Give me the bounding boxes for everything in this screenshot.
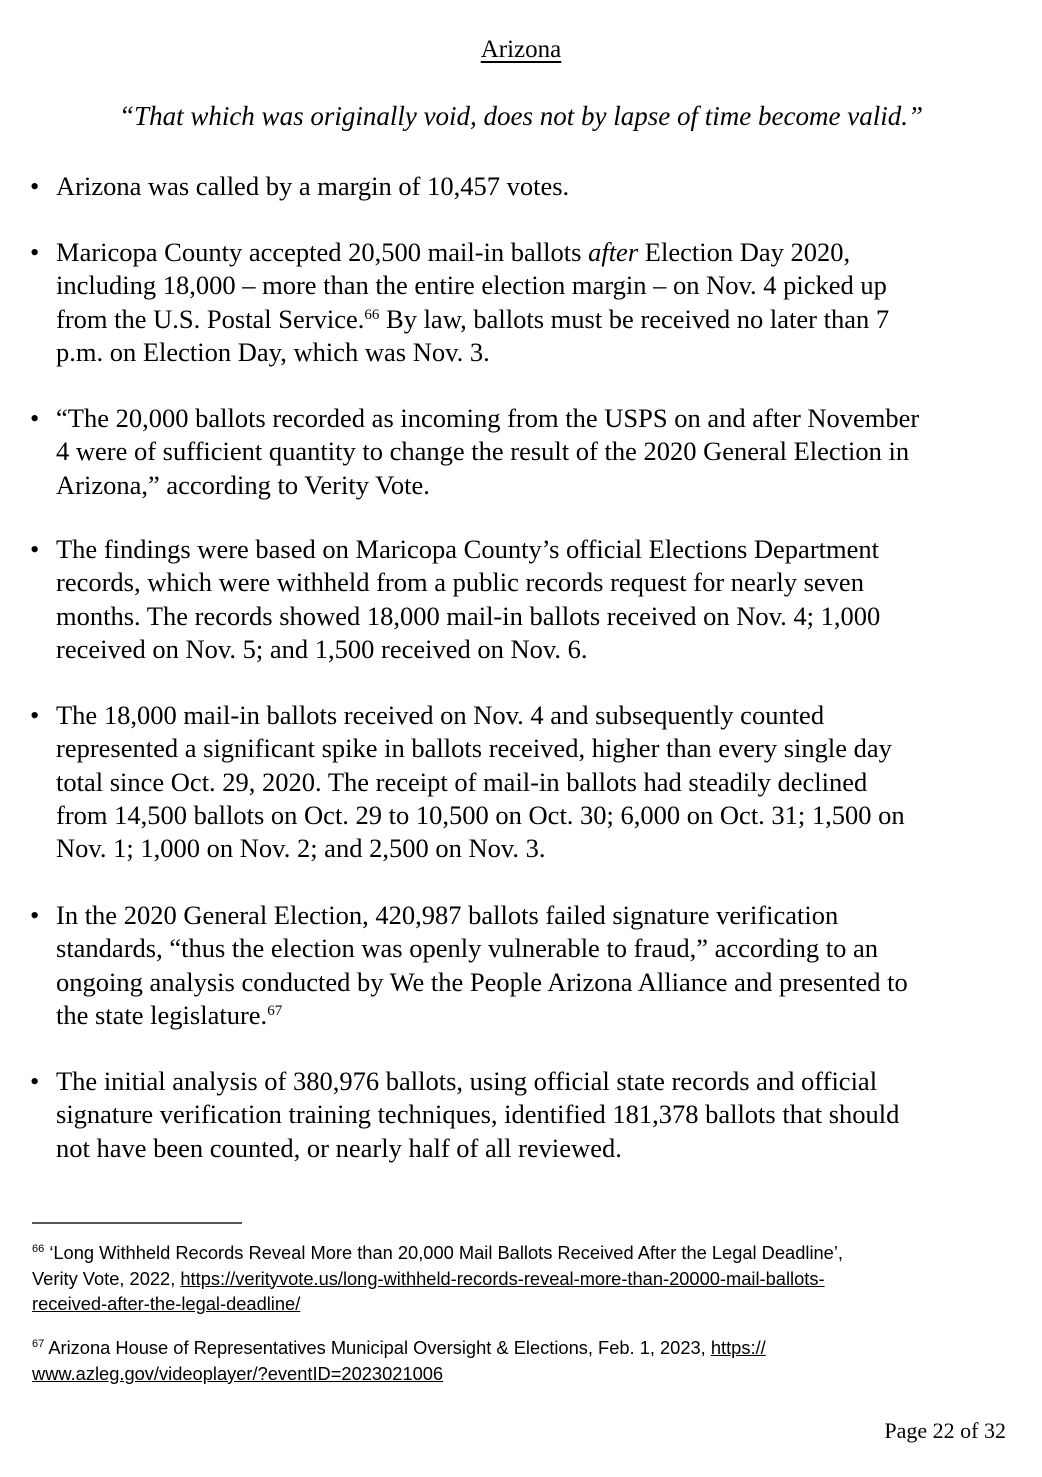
footnote-ref-66[interactable]: 66 — [364, 306, 380, 323]
bullet-icon: • — [30, 700, 40, 730]
footnote-number: 66 — [32, 1243, 45, 1255]
footnote-66: $^{66}$ ‘Long Withheld Records Reveal More than 20,000 Mail Ballots Received After the Legal Deadline’, Verity Vote, 2022, https://verityvote.us/long-withheld-records-reveal-more-than-20000-mail-ballots- received-after-the-legal-deadline/ — [32, 1242, 843, 1314]
epigraph-quote: “That which was originally void, does not by lapse of time become valid.” — [119, 101, 923, 131]
footnote-67-link[interactable]: https:// — [710, 1337, 766, 1358]
footnote-66-link-continued[interactable]: received-after-the-legal-deadline/ — [32, 1293, 301, 1314]
bullet-icon: • — [30, 237, 40, 267]
footnote-66-link[interactable]: https://verityvote.us/long-withheld-records-reveal-more-than-20000-mail-ballots- — [180, 1267, 825, 1289]
footnote-67-link-continued[interactable]: www.azleg.gov/videoplayer/?eventID=2023021006 — [32, 1362, 444, 1384]
page-number: Page 22 of 32 — [884, 1418, 1006, 1443]
bullet-icon: • — [30, 403, 40, 433]
bullet-icon: • — [30, 900, 40, 930]
bullet-icon: • — [30, 1066, 40, 1096]
footnote-divider — [32, 1222, 242, 1224]
bullet-icon: • — [30, 534, 40, 564]
footnote-67: $^{67}$ Arizona House of Representatives Municipal Oversight & Elections, Feb. 1, 2023, https:// www.azleg.gov/videoplayer/?eventID=2023021006 — [32, 1337, 766, 1384]
footnote-number: 67 — [32, 1338, 45, 1350]
footnote-ref-67[interactable]: 67 — [267, 1002, 283, 1019]
section-title: Arizona — [480, 36, 562, 63]
bullet-icon: • — [30, 171, 40, 201]
